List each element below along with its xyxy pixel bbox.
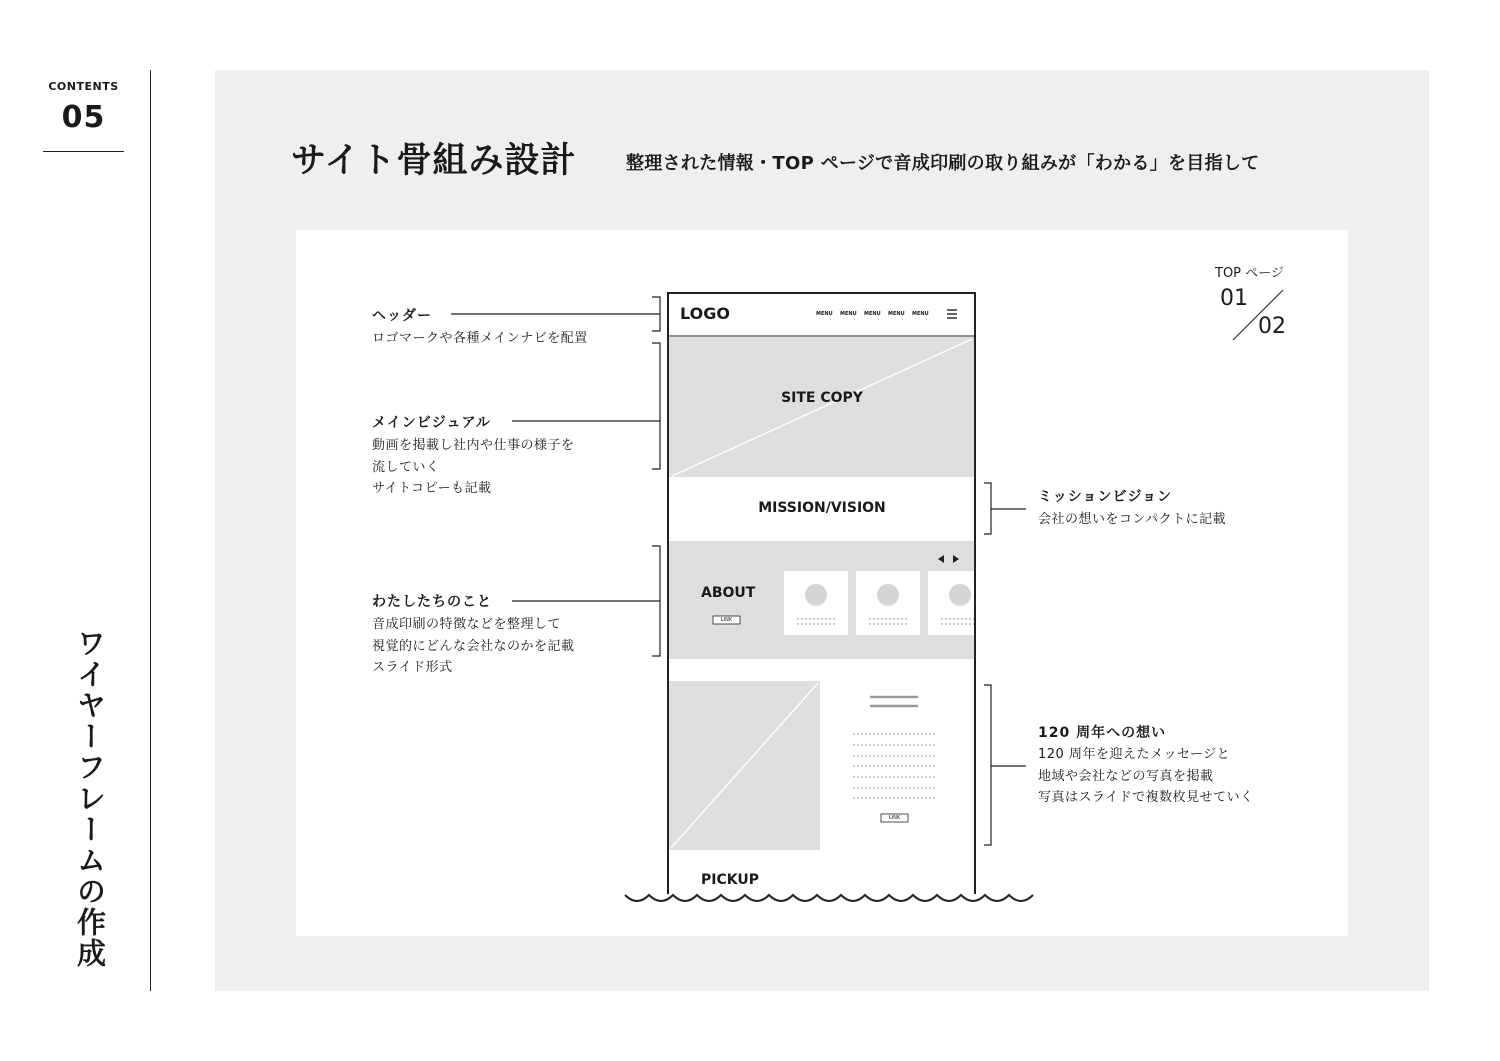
mission-bracket: [984, 483, 991, 534]
annotation-mission-desc: 会社の想いをコンパクトに記載: [1038, 512, 1227, 527]
wireframe-pickup-heading: PICKUP: [701, 872, 759, 888]
wireframe-about-link: LINK: [720, 617, 733, 623]
annotation-anniversary-desc: 120 周年を迎えたメッセージと 地域や会社などの写真を掲載 写真はスライドで複数枚見せていく: [1038, 747, 1254, 805]
vertical-section-title: ワイヤーフレームの作成: [73, 628, 107, 969]
page-subtitle: 整理された情報・TOP ページで音成印刷の取り組みが「わかる」を目指して: [626, 153, 1260, 174]
wireframe-logo: LOGO: [680, 304, 730, 323]
wireframe-about-heading: ABOUT: [701, 585, 756, 601]
contents-label: CONTENTS: [48, 80, 119, 93]
annotation-anniversary-title: 120 周年への想い: [1038, 725, 1167, 741]
anniversary-bracket: [984, 685, 991, 845]
annotation-mission-title: ミッションビジョン: [1038, 489, 1173, 505]
page-indicator-current: 01: [1220, 286, 1248, 311]
annotation-header-desc: ロゴマークや各種メインナビを配置: [372, 331, 588, 346]
annotation-main-visual-desc: 動画を掲載し社内や仕事の様子を 流していく サイトコピーも記載: [372, 438, 575, 496]
wireframe-menu-item: MENU: [840, 311, 857, 317]
wireframe-site-copy: SITE COPY: [781, 390, 863, 406]
contents-number: 05: [61, 100, 106, 135]
annotation-main-visual-title: メインビジュアル: [372, 415, 491, 431]
wireframe-menu-item: MENU: [816, 311, 833, 317]
annotation-header-title: ヘッダー: [372, 308, 432, 324]
anniversary-text-lines: [853, 734, 936, 798]
wireframe-menu-item: MENU: [912, 311, 929, 317]
about-card: [928, 571, 974, 635]
wireframe-mission-vision: MISSION/VISION: [758, 500, 886, 516]
hamburger-icon: [947, 310, 957, 318]
main-visual-bracket: [652, 343, 660, 469]
annotation-about-desc: 音成印刷の特徴などを整理して 視覚的にどんな会社なのかを記載 スライド形式: [372, 617, 575, 675]
wireframe-anniversary-link: LINK: [888, 815, 901, 821]
wireframe-menu-item: MENU: [888, 311, 905, 317]
about-card: [856, 571, 920, 635]
wireframe-menu-item: MENU: [864, 311, 881, 317]
about-card: [784, 571, 848, 635]
annotation-about-title: わたしたちのこと: [372, 594, 492, 610]
cutoff-wave: [625, 895, 1033, 901]
page-indicator-total: 02: [1258, 314, 1286, 339]
page-title: サイト骨組み設計: [291, 141, 577, 181]
page-indicator-label: TOP ページ: [1215, 266, 1284, 281]
